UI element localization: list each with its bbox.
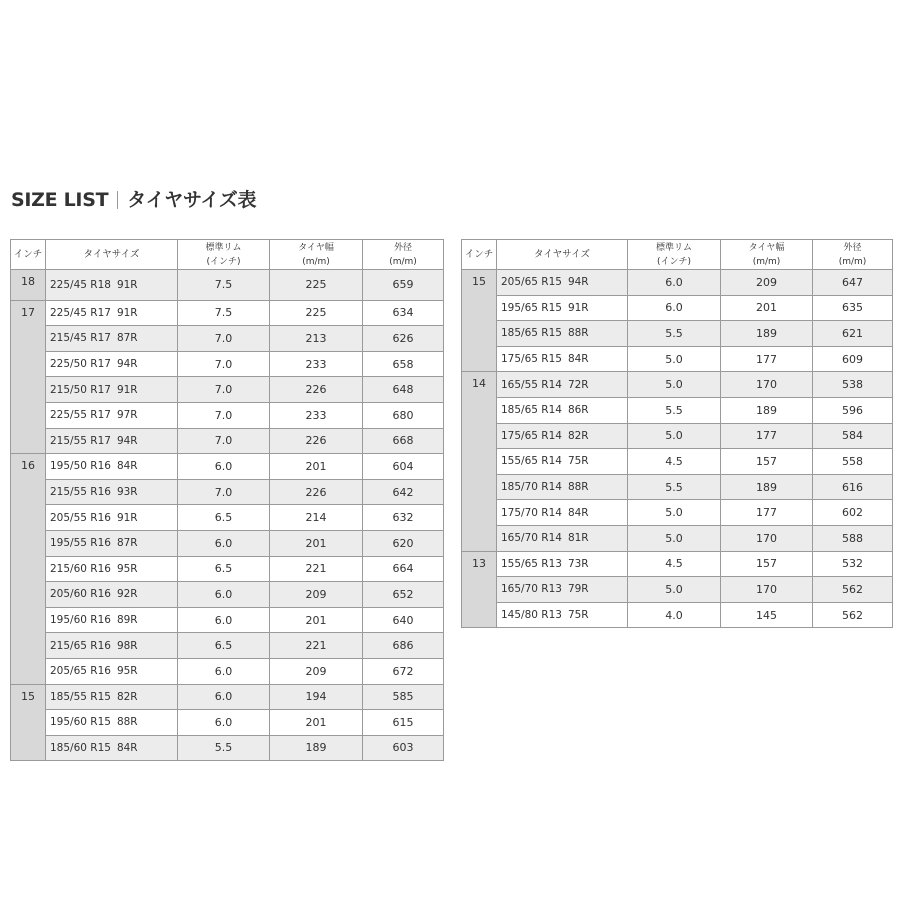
table-row <box>11 454 444 480</box>
diameter-cell: 616 <box>813 474 893 500</box>
width-cell: 177 <box>721 500 813 526</box>
tire-size-cell <box>497 602 628 628</box>
tire-size-cell <box>46 454 178 480</box>
header-width-line1: タイヤ幅 <box>748 242 785 253</box>
diameter-cell: 652 <box>363 582 444 608</box>
diameter-cell: 620 <box>363 530 444 556</box>
rim-cell: 7.5 <box>178 300 270 326</box>
rim-cell: 7.0 <box>178 377 270 403</box>
table-row <box>11 684 444 710</box>
tire-size: 215/55 R17 <box>50 434 111 447</box>
diameter-cell: 538 <box>813 372 893 398</box>
tire-size-cell <box>46 684 178 710</box>
width-cell: 177 <box>721 346 813 372</box>
table-row <box>462 295 893 321</box>
width-cell: 170 <box>721 372 813 398</box>
rim-cell: 6.0 <box>178 530 270 556</box>
width-cell: 157 <box>721 551 813 577</box>
tire-size: 155/65 R13 <box>501 557 562 570</box>
tire-size-cell <box>497 525 628 551</box>
width-cell: 189 <box>721 474 813 500</box>
diameter-cell: 584 <box>813 423 893 449</box>
tire-size: 185/65 R15 <box>501 327 562 340</box>
table-row <box>462 602 893 628</box>
rim-cell: 7.0 <box>178 479 270 505</box>
tire-size-cell <box>46 326 178 352</box>
tire-size-cell <box>497 270 628 296</box>
tire-size: 175/70 R14 <box>501 506 562 519</box>
diameter-cell: 532 <box>813 551 893 577</box>
load-speed-index: 88R <box>116 716 138 729</box>
tire-size: 185/65 R14 <box>501 404 562 417</box>
load-speed-index: 84R <box>116 460 138 473</box>
load-speed-index: 94R <box>567 276 589 289</box>
width-cell: 145 <box>721 602 813 628</box>
diameter-cell: 634 <box>363 300 444 326</box>
tire-size: 175/65 R15 <box>501 353 562 366</box>
header-rim-line1: 標準リム <box>205 242 242 253</box>
tire-size: 195/65 R15 <box>501 301 562 314</box>
rim-cell: 6.5 <box>178 633 270 659</box>
load-speed-index: 94R <box>116 358 138 371</box>
tire-size: 205/60 R16 <box>50 588 111 601</box>
load-speed-index: 75R <box>567 609 589 622</box>
header-inch: インチ <box>11 240 46 270</box>
header-rim <box>628 240 721 270</box>
rim-cell: 4.5 <box>628 449 721 475</box>
header-width-line1: タイヤ幅 <box>298 242 334 253</box>
rim-cell: 5.0 <box>628 372 721 398</box>
diameter-cell: 635 <box>813 295 893 321</box>
load-speed-index: 91R <box>567 301 589 314</box>
size-table-right <box>461 239 893 628</box>
table-row <box>11 633 444 659</box>
tire-size: 205/55 R16 <box>50 511 111 524</box>
inch-cell: 15 <box>11 684 46 761</box>
tire-size-cell <box>46 300 178 326</box>
table-row <box>11 556 444 582</box>
tire-size-cell <box>497 577 628 603</box>
inch-cell: 15 <box>462 270 497 372</box>
tire-size: 225/55 R17 <box>50 409 111 422</box>
load-speed-index: 95R <box>116 562 138 575</box>
diameter-cell: 626 <box>363 326 444 352</box>
tire-size: 215/55 R16 <box>50 486 111 499</box>
table-row <box>11 710 444 736</box>
table-body <box>11 270 444 761</box>
load-speed-index: 91R <box>116 383 138 396</box>
rim-cell: 6.0 <box>178 710 270 736</box>
width-cell: 170 <box>721 577 813 603</box>
title-divider <box>117 191 118 209</box>
diameter-cell: 668 <box>363 428 444 454</box>
width-cell: 189 <box>721 321 813 347</box>
tire-size: 225/45 R17 <box>50 306 111 319</box>
table-row <box>11 505 444 531</box>
width-cell: 225 <box>270 270 363 301</box>
header-rim-line2: (インチ) <box>206 256 241 267</box>
header-width <box>270 240 363 270</box>
diameter-cell: 680 <box>363 402 444 428</box>
table-body <box>462 270 893 628</box>
load-speed-index: 87R <box>116 332 138 345</box>
tire-size-cell <box>46 735 178 761</box>
width-cell: 189 <box>721 397 813 423</box>
table-row <box>11 530 444 556</box>
tire-size: 175/65 R14 <box>501 429 562 442</box>
tire-size-cell <box>46 505 178 531</box>
rim-cell: 4.0 <box>628 602 721 628</box>
inch-cell: 13 <box>462 551 497 628</box>
rim-cell: 5.5 <box>628 321 721 347</box>
tire-size: 225/50 R17 <box>50 358 111 371</box>
inch-cell: 18 <box>11 270 46 301</box>
tire-size-cell <box>497 295 628 321</box>
diameter-cell: 642 <box>363 479 444 505</box>
rim-cell: 6.0 <box>628 295 721 321</box>
load-speed-index: 93R <box>116 486 138 499</box>
rim-cell: 6.5 <box>178 505 270 531</box>
load-speed-index: 91R <box>116 278 138 291</box>
load-speed-index: 84R <box>567 506 589 519</box>
rim-cell: 5.0 <box>628 346 721 372</box>
load-speed-index: 87R <box>116 537 138 550</box>
width-cell: 201 <box>270 454 363 480</box>
tire-size-cell <box>46 377 178 403</box>
rim-cell: 7.0 <box>178 326 270 352</box>
table-row <box>462 551 893 577</box>
rim-cell: 7.0 <box>178 402 270 428</box>
table-row <box>462 346 893 372</box>
table-row <box>11 402 444 428</box>
diameter-cell: 609 <box>813 346 893 372</box>
diameter-cell: 686 <box>363 633 444 659</box>
diameter-cell: 647 <box>813 270 893 296</box>
diameter-cell: 648 <box>363 377 444 403</box>
load-speed-index: 79R <box>567 583 589 596</box>
table-row <box>11 351 444 377</box>
header-rim-line2: (インチ) <box>656 256 692 267</box>
tire-size: 215/65 R16 <box>50 639 111 652</box>
width-cell: 209 <box>721 270 813 296</box>
header-diameter <box>813 240 893 270</box>
width-cell: 209 <box>270 658 363 684</box>
header-rim <box>178 240 270 270</box>
tire-size-cell <box>46 658 178 684</box>
diameter-cell: 664 <box>363 556 444 582</box>
tire-size: 195/50 R16 <box>50 460 111 473</box>
load-speed-index: 82R <box>567 429 589 442</box>
rim-cell: 5.0 <box>628 525 721 551</box>
tire-size-cell <box>497 500 628 526</box>
width-cell: 189 <box>270 735 363 761</box>
tire-size: 215/45 R17 <box>50 332 111 345</box>
rim-cell: 6.0 <box>178 454 270 480</box>
diameter-cell: 658 <box>363 351 444 377</box>
table-row <box>11 582 444 608</box>
load-speed-index: 95R <box>116 665 138 678</box>
table-row <box>462 423 893 449</box>
table-header <box>462 240 893 270</box>
width-cell: 221 <box>270 556 363 582</box>
tire-size: 195/60 R16 <box>50 614 111 627</box>
tire-size-cell <box>46 607 178 633</box>
tire-size-cell <box>497 449 628 475</box>
rim-cell: 6.0 <box>178 582 270 608</box>
tire-size: 215/50 R17 <box>50 383 111 396</box>
width-cell: 226 <box>270 428 363 454</box>
tire-size: 185/60 R15 <box>50 741 111 754</box>
tire-size-cell <box>497 321 628 347</box>
rim-cell: 7.5 <box>178 270 270 301</box>
width-cell: 226 <box>270 377 363 403</box>
tire-size-cell <box>497 423 628 449</box>
diameter-cell: 562 <box>813 577 893 603</box>
width-cell: 214 <box>270 505 363 531</box>
inch-cell: 14 <box>462 372 497 551</box>
tire-size-cell <box>497 397 628 423</box>
header-tire-size: タイヤサイズ <box>497 240 628 270</box>
load-speed-index: 82R <box>116 690 138 703</box>
load-speed-index: 73R <box>567 557 589 570</box>
width-cell: 201 <box>721 295 813 321</box>
width-cell: 201 <box>270 710 363 736</box>
tire-size: 195/60 R15 <box>50 716 111 729</box>
rim-cell: 5.0 <box>628 500 721 526</box>
tire-size-cell <box>46 710 178 736</box>
table-row <box>462 577 893 603</box>
table-row <box>462 500 893 526</box>
load-speed-index: 88R <box>567 481 589 494</box>
load-speed-index: 94R <box>116 434 138 447</box>
load-speed-index: 89R <box>116 614 138 627</box>
page-title <box>11 186 256 214</box>
table-row <box>462 321 893 347</box>
table-row <box>462 270 893 296</box>
load-speed-index: 84R <box>567 353 589 366</box>
load-speed-index: 91R <box>116 306 138 319</box>
header-tire-size: タイヤサイズ <box>46 240 178 270</box>
tire-size-cell <box>46 351 178 377</box>
diameter-cell: 615 <box>363 710 444 736</box>
table-row <box>11 270 444 301</box>
table-row <box>11 479 444 505</box>
diameter-cell: 558 <box>813 449 893 475</box>
inch-cell: 17 <box>11 300 46 454</box>
diameter-cell: 632 <box>363 505 444 531</box>
diameter-cell: 659 <box>363 270 444 301</box>
load-speed-index: 88R <box>567 327 589 340</box>
tire-size: 165/55 R14 <box>501 378 562 391</box>
table-row <box>462 474 893 500</box>
tire-size: 195/55 R16 <box>50 537 111 550</box>
width-cell: 233 <box>270 402 363 428</box>
rim-cell: 7.0 <box>178 428 270 454</box>
rim-cell: 6.0 <box>178 684 270 710</box>
diameter-cell: 672 <box>363 658 444 684</box>
page-title-jp: タイヤサイズ表 <box>127 189 257 211</box>
width-cell: 221 <box>270 633 363 659</box>
diameter-cell: 562 <box>813 602 893 628</box>
inch-cell: 16 <box>11 454 46 684</box>
tire-size-cell <box>46 633 178 659</box>
rim-cell: 5.5 <box>628 397 721 423</box>
header-diameter <box>363 240 444 270</box>
rim-cell: 6.0 <box>178 658 270 684</box>
rim-cell: 5.0 <box>628 577 721 603</box>
width-cell: 209 <box>270 582 363 608</box>
tire-size: 185/70 R14 <box>501 481 562 494</box>
load-speed-index: 92R <box>116 588 138 601</box>
width-cell: 157 <box>721 449 813 475</box>
rim-cell: 6.5 <box>178 556 270 582</box>
width-cell: 213 <box>270 326 363 352</box>
tire-size: 185/55 R15 <box>50 690 111 703</box>
rim-cell: 6.0 <box>178 607 270 633</box>
rim-cell: 5.0 <box>628 423 721 449</box>
width-cell: 194 <box>270 684 363 710</box>
width-cell: 201 <box>270 607 363 633</box>
load-speed-index: 75R <box>567 455 589 468</box>
width-cell: 170 <box>721 525 813 551</box>
diameter-cell: 621 <box>813 321 893 347</box>
header-inch: インチ <box>462 240 497 270</box>
rim-cell: 5.5 <box>628 474 721 500</box>
table-row <box>11 326 444 352</box>
table-row <box>11 607 444 633</box>
tire-size-cell <box>46 582 178 608</box>
table-row <box>11 300 444 326</box>
width-cell: 226 <box>270 479 363 505</box>
tire-size-cell <box>46 270 178 301</box>
width-cell: 177 <box>721 423 813 449</box>
tire-size: 165/70 R14 <box>501 532 562 545</box>
width-cell: 201 <box>270 530 363 556</box>
table-row <box>11 735 444 761</box>
load-speed-index: 84R <box>116 741 138 754</box>
tire-size: 205/65 R16 <box>50 665 111 678</box>
header-width <box>721 240 813 270</box>
tire-size: 225/45 R18 <box>50 278 111 291</box>
header-rim-line1: 標準リム <box>655 242 692 253</box>
diameter-cell: 596 <box>813 397 893 423</box>
load-speed-index: 86R <box>567 404 589 417</box>
diameter-cell: 602 <box>813 500 893 526</box>
table-row <box>462 372 893 398</box>
load-speed-index: 81R <box>567 532 589 545</box>
load-speed-index: 98R <box>116 639 138 652</box>
diameter-cell: 603 <box>363 735 444 761</box>
load-speed-index: 91R <box>116 511 138 524</box>
tire-size-cell <box>497 372 628 398</box>
rim-cell: 5.5 <box>178 735 270 761</box>
width-cell: 233 <box>270 351 363 377</box>
tire-size: 205/65 R15 <box>501 276 562 289</box>
load-speed-index: 97R <box>116 409 138 422</box>
tire-size: 145/80 R13 <box>501 609 562 622</box>
table-row <box>11 428 444 454</box>
rim-cell: 7.0 <box>178 351 270 377</box>
page-title-en: SIZE LIST <box>11 189 109 211</box>
width-cell: 225 <box>270 300 363 326</box>
tire-size-cell <box>46 428 178 454</box>
diameter-cell: 640 <box>363 607 444 633</box>
table-row <box>462 525 893 551</box>
table-row <box>462 397 893 423</box>
header-width-line2: (m/m) <box>302 256 330 267</box>
diameter-cell: 585 <box>363 684 444 710</box>
tire-size-cell <box>497 346 628 372</box>
tire-size: 165/70 R13 <box>501 583 562 596</box>
tire-size-cell <box>46 402 178 428</box>
tire-size-cell <box>46 556 178 582</box>
size-table-left <box>10 239 444 761</box>
diameter-cell: 588 <box>813 525 893 551</box>
tire-size-cell <box>46 530 178 556</box>
header-diameter-line2: (m/m) <box>838 256 867 267</box>
table-row <box>11 377 444 403</box>
tire-size-cell <box>497 474 628 500</box>
tire-size-cell <box>46 479 178 505</box>
table-header <box>11 240 444 270</box>
header-diameter-line1: 外径 <box>843 242 862 253</box>
diameter-cell: 604 <box>363 454 444 480</box>
table-row <box>462 449 893 475</box>
header-diameter-line2: (m/m) <box>389 256 417 267</box>
tire-size-cell <box>497 551 628 577</box>
header-diameter-line1: 外径 <box>393 242 412 253</box>
rim-cell: 6.0 <box>628 270 721 296</box>
header-width-line2: (m/m) <box>752 256 781 267</box>
table-row <box>11 658 444 684</box>
load-speed-index: 72R <box>567 378 589 391</box>
rim-cell: 4.5 <box>628 551 721 577</box>
tire-size: 155/65 R14 <box>501 455 562 468</box>
tire-size: 215/60 R16 <box>50 562 111 575</box>
